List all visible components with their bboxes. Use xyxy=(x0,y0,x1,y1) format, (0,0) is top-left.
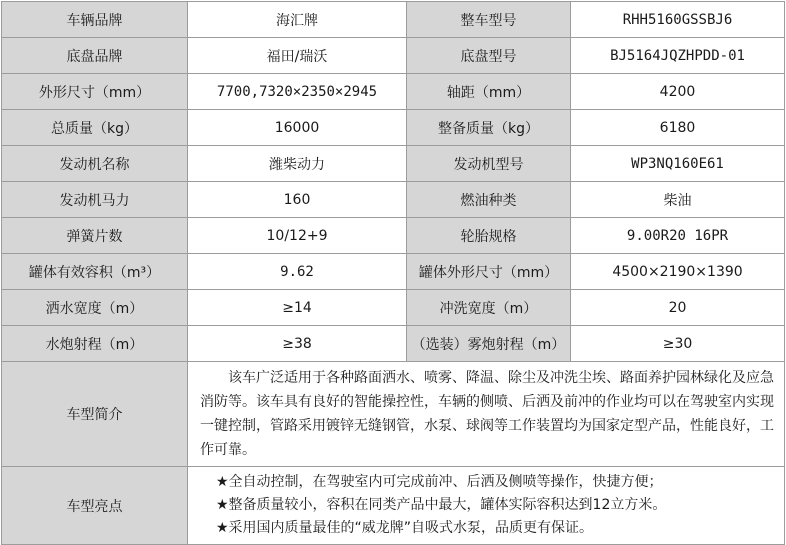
spec-label: 弹簧片数 xyxy=(2,218,188,254)
spec-label: 整备质量（kg） xyxy=(407,110,571,146)
spec-value: 7700,7320×2350×2945 xyxy=(188,74,407,110)
spec-value: ≥14 xyxy=(188,290,407,326)
spec-label: 发动机名称 xyxy=(2,146,188,182)
spec-label: 车辆品牌 xyxy=(2,2,188,38)
spec-value: BJ5164JQZHPDD-01 xyxy=(571,38,785,74)
spec-label: 总质量（kg） xyxy=(2,110,188,146)
spec-label: 轮胎规格 xyxy=(407,218,571,254)
spec-row-engine xyxy=(2,146,785,182)
spec-label: 水炮射程（m） xyxy=(2,326,188,362)
description-label: 车型简介 xyxy=(2,362,188,467)
spec-row-dimensions xyxy=(2,74,785,110)
spec-label: 底盘品牌 xyxy=(2,38,188,74)
spec-row-tank xyxy=(2,254,785,290)
spec-label: （选装）雾炮射程（m） xyxy=(407,326,571,362)
spec-label: 罐体有效容积（m³） xyxy=(2,254,188,290)
spec-row-mass xyxy=(2,110,785,146)
spec-value: 10/12+9 xyxy=(188,218,407,254)
spec-table xyxy=(1,1,785,545)
spec-label: 发动机马力 xyxy=(2,182,188,218)
spec-value: 9.00R20 16PR xyxy=(571,218,785,254)
spec-value: 16000 xyxy=(188,110,407,146)
spec-row-power xyxy=(2,182,785,218)
spec-value: 柴油 xyxy=(571,182,785,218)
spec-row-spray xyxy=(2,290,785,326)
spec-value: 4500×2190×1390 xyxy=(571,254,785,290)
spec-label: 冲洗宽度（m） xyxy=(407,290,571,326)
spec-value: 4200 xyxy=(571,74,785,110)
spec-value: RHH5160GSSBJ6 xyxy=(571,2,785,38)
spec-value: 海汇牌 xyxy=(188,2,407,38)
spec-row-cannon xyxy=(2,326,785,362)
spec-value: 20 xyxy=(571,290,785,326)
spec-value: ≥38 xyxy=(188,326,407,362)
highlight-item: ★整备质量较小，容积在同类产品中最大，罐体实际容积达到12立方米。 xyxy=(216,497,667,513)
spec-value: WP3NQ160E61 xyxy=(571,146,785,182)
spec-label: 燃油种类 xyxy=(407,182,571,218)
spec-label: 底盘型号 xyxy=(407,38,571,74)
spec-row-springs xyxy=(2,218,785,254)
highlight-item: ★采用国内质量最佳的“威龙牌”自吸式水泵，品质更有保证。 xyxy=(216,520,594,536)
description-row xyxy=(2,362,785,467)
highlights-cell xyxy=(188,467,785,545)
spec-label: 整车型号 xyxy=(407,2,571,38)
spec-label: 洒水宽度（m） xyxy=(2,290,188,326)
highlight-item: ★全自动控制，在驾驶室内可完成前冲、后洒及侧喷等操作，快捷方便； xyxy=(216,474,663,490)
spec-label: 发动机型号 xyxy=(407,146,571,182)
spec-row-chassis xyxy=(2,38,785,74)
spec-value: 福田/瑞沃 xyxy=(188,38,407,74)
description-text: 该车广泛适用于各种路面洒水、喷雾、降温、除尘及冲洗尘埃、路面养护园林绿化及应急消防等。该车具有良好的智能操控性，车辆的侧喷、后洒及前冲的作业均可以在驾驶室内实现一键控制，管路采用镀锌无缝钢管，水泵、球阀等工作装置均为国家定型产品，性能良好，工作可靠。 xyxy=(200,370,774,458)
spec-value: ≥30 xyxy=(571,326,785,362)
spec-label: 轴距（mm） xyxy=(407,74,571,110)
spec-value: 160 xyxy=(188,182,407,218)
highlights-label: 车型亮点 xyxy=(2,467,188,545)
highlights-row xyxy=(2,467,785,545)
spec-row-brand xyxy=(2,2,785,38)
spec-label: 外形尺寸（mm） xyxy=(2,74,188,110)
spec-value: 9.62 xyxy=(188,254,407,290)
spec-value: 潍柴动力 xyxy=(188,146,407,182)
spec-label: 罐体外形尺寸（mm） xyxy=(407,254,571,290)
spec-value: 6180 xyxy=(571,110,785,146)
description-cell xyxy=(188,362,785,467)
